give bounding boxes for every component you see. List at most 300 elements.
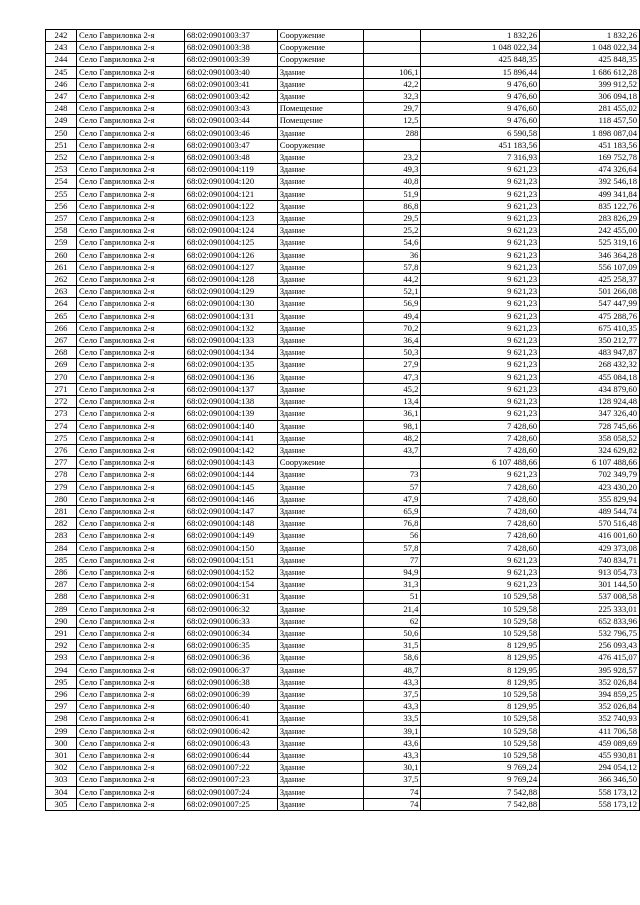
settlement-cell: Село Гавриловка 2-я [76,420,184,432]
cadastral-value-cell: 728 745,66 [540,420,640,432]
object-type-cell: Здание [277,554,363,566]
cadastral-value-cell: 394 859,25 [540,688,640,700]
unit-value-cell: 7 542,88 [421,798,540,810]
cadastral-value-cell: 346 364,28 [540,249,640,261]
cadastral-number-cell: 68:02:0901006:38 [184,676,277,688]
row-number-cell: 291 [46,627,77,639]
cadastral-value-cell: 547 447,99 [540,298,640,310]
area-cell [363,457,421,469]
object-type-cell: Помещение [277,115,363,127]
area-cell: 31,5 [363,640,421,652]
cadastral-number-cell: 68:02:0901004:148 [184,518,277,530]
object-type-cell: Здание [277,444,363,456]
unit-value-cell: 7 428,60 [421,444,540,456]
cadastral-number-cell: 68:02:0901004:120 [184,176,277,188]
cadastral-value-cell: 434 879,60 [540,383,640,395]
cadastral-value-cell: 169 752,78 [540,152,640,164]
table-row [46,164,640,176]
area-cell: 288 [363,127,421,139]
object-type-cell: Помещение [277,103,363,115]
settlement-cell: Село Гавриловка 2-я [76,786,184,798]
table-row [46,481,640,493]
row-number-cell: 305 [46,798,77,810]
unit-value-cell: 10 529,58 [421,688,540,700]
area-cell [363,42,421,54]
cadastral-number-cell: 68:02:0901004:129 [184,286,277,298]
table-row [46,139,640,151]
cadastral-number-cell: 68:02:0901003:38 [184,42,277,54]
cadastral-value-cell: 352 740,93 [540,713,640,725]
object-type-cell: Здание [277,701,363,713]
table-row [46,152,640,164]
object-type-cell: Здание [277,627,363,639]
table-row [46,237,640,249]
object-type-cell: Сооружение [277,139,363,151]
cadastral-value-cell: 347 326,40 [540,408,640,420]
table-row [46,798,640,810]
table-row [46,652,640,664]
cadastral-value-cell: 455 084,18 [540,371,640,383]
settlement-cell: Село Гавриловка 2-я [76,408,184,420]
table-row [46,615,640,627]
area-cell: 98,1 [363,420,421,432]
cadastral-number-cell: 68:02:0901007:22 [184,762,277,774]
table-row [46,786,640,798]
unit-value-cell: 9 476,60 [421,115,540,127]
unit-value-cell: 10 529,58 [421,591,540,603]
row-number-cell: 301 [46,749,77,761]
settlement-cell: Село Гавриловка 2-я [76,286,184,298]
object-type-cell: Здание [277,493,363,505]
table-row [46,78,640,90]
cadastral-number-cell: 68:02:0901004:139 [184,408,277,420]
cadastral-number-cell: 68:02:0901004:135 [184,359,277,371]
settlement-cell: Село Гавриловка 2-я [76,261,184,273]
cadastral-number-cell: 68:02:0901003:40 [184,66,277,78]
object-type-cell: Здание [277,664,363,676]
row-number-cell: 279 [46,481,77,493]
area-cell: 62 [363,615,421,627]
table-row [46,322,640,334]
settlement-cell: Село Гавриловка 2-я [76,115,184,127]
area-cell: 47,9 [363,493,421,505]
cadastral-number-cell: 68:02:0901004:154 [184,579,277,591]
unit-value-cell: 9 621,23 [421,408,540,420]
area-cell: 29,7 [363,103,421,115]
row-number-cell: 252 [46,152,77,164]
table-row [46,42,640,54]
object-type-cell: Здание [277,408,363,420]
cadastral-value-cell: 425 258,37 [540,274,640,286]
cadastral-value-cell: 324 629,82 [540,444,640,456]
area-cell: 76,8 [363,518,421,530]
cadastral-value-cell: 268 432,32 [540,359,640,371]
object-type-cell: Здание [277,176,363,188]
object-type-cell: Здание [277,762,363,774]
settlement-cell: Село Гавриловка 2-я [76,359,184,371]
cadastral-number-cell: 68:02:0901004:121 [184,188,277,200]
row-number-cell: 290 [46,615,77,627]
cadastral-value-cell: 350 212,77 [540,335,640,347]
unit-value-cell: 9 621,23 [421,200,540,212]
cadastral-number-cell: 68:02:0901004:140 [184,420,277,432]
object-type-cell: Здание [277,359,363,371]
settlement-cell: Село Гавриловка 2-я [76,627,184,639]
area-cell: 48,2 [363,432,421,444]
table-row [46,640,640,652]
table-row [46,213,640,225]
area-cell: 39,1 [363,725,421,737]
row-number-cell: 268 [46,347,77,359]
settlement-cell: Село Гавриловка 2-я [76,444,184,456]
settlement-cell: Село Гавриловка 2-я [76,30,184,42]
unit-value-cell: 10 529,58 [421,749,540,761]
row-number-cell: 262 [46,274,77,286]
unit-value-cell: 1 832,26 [421,30,540,42]
cadastral-value-cell: 476 415,07 [540,652,640,664]
area-cell: 50,3 [363,347,421,359]
cadastral-number-cell: 68:02:0901004:128 [184,274,277,286]
cadastral-number-cell: 68:02:0901003:48 [184,152,277,164]
table-row [46,701,640,713]
settlement-cell: Село Гавриловка 2-я [76,652,184,664]
unit-value-cell: 10 529,58 [421,737,540,749]
row-number-cell: 277 [46,457,77,469]
unit-value-cell: 9 621,23 [421,469,540,481]
object-type-cell: Здание [277,164,363,176]
table-row [46,420,640,432]
area-cell: 51,9 [363,188,421,200]
object-type-cell: Сооружение [277,457,363,469]
cadastral-value-cell: 6 107 488,66 [540,457,640,469]
unit-value-cell: 9 621,23 [421,249,540,261]
cadastral-number-cell: 68:02:0901004:125 [184,237,277,249]
area-cell: 43,6 [363,737,421,749]
table-row [46,444,640,456]
settlement-cell: Село Гавриловка 2-я [76,481,184,493]
table-row [46,274,640,286]
table-row [46,115,640,127]
row-number-cell: 260 [46,249,77,261]
row-number-cell: 274 [46,420,77,432]
object-type-cell: Здание [277,261,363,273]
settlement-cell: Село Гавриловка 2-я [76,774,184,786]
unit-value-cell: 9 621,23 [421,298,540,310]
settlement-cell: Село Гавриловка 2-я [76,457,184,469]
cadastral-value-cell: 352 026,84 [540,676,640,688]
cadastral-number-cell: 68:02:0901004:142 [184,444,277,456]
area-cell: 21,4 [363,603,421,615]
area-cell: 86,8 [363,200,421,212]
area-cell: 50,6 [363,627,421,639]
unit-value-cell: 9 621,23 [421,396,540,408]
cadastral-number-cell: 68:02:0901006:41 [184,713,277,725]
table-row [46,383,640,395]
cadastral-value-cell: 558 173,12 [540,798,640,810]
settlement-cell: Село Гавриловка 2-я [76,91,184,103]
area-cell: 43,3 [363,676,421,688]
area-cell: 43,3 [363,701,421,713]
table-row [46,554,640,566]
cadastral-number-cell: 68:02:0901003:43 [184,103,277,115]
cadastral-number-cell: 68:02:0901003:37 [184,30,277,42]
table-row [46,103,640,115]
area-cell: 48,7 [363,664,421,676]
unit-value-cell: 6 590,58 [421,127,540,139]
cadastral-number-cell: 68:02:0901004:136 [184,371,277,383]
object-type-cell: Здание [277,652,363,664]
cadastral-number-cell: 68:02:0901003:42 [184,91,277,103]
row-number-cell: 250 [46,127,77,139]
cadastral-number-cell: 68:02:0901004:138 [184,396,277,408]
cadastral-value-cell: 225 333,01 [540,603,640,615]
unit-value-cell: 9 621,23 [421,286,540,298]
cadastral-number-cell: 68:02:0901004:127 [184,261,277,273]
row-number-cell: 283 [46,530,77,542]
unit-value-cell: 9 621,23 [421,310,540,322]
settlement-cell: Село Гавриловка 2-я [76,42,184,54]
row-number-cell: 298 [46,713,77,725]
cadastral-value-cell: 392 546,18 [540,176,640,188]
object-type-cell: Здание [277,188,363,200]
settlement-cell: Село Гавриловка 2-я [76,603,184,615]
row-number-cell: 288 [46,591,77,603]
area-cell: 65,9 [363,505,421,517]
area-cell: 43,7 [363,444,421,456]
unit-value-cell: 425 848,35 [421,54,540,66]
unit-value-cell: 9 621,23 [421,274,540,286]
area-cell [363,54,421,66]
row-number-cell: 287 [46,579,77,591]
table-row [46,505,640,517]
settlement-cell: Село Гавриловка 2-я [76,127,184,139]
settlement-cell: Село Гавриловка 2-я [76,493,184,505]
cadastral-number-cell: 68:02:0901004:149 [184,530,277,542]
unit-value-cell: 9 621,23 [421,371,540,383]
area-cell: 74 [363,786,421,798]
area-cell: 25,2 [363,225,421,237]
unit-value-cell: 9 769,24 [421,774,540,786]
row-number-cell: 256 [46,200,77,212]
cadastral-value-cell: 455 930,81 [540,749,640,761]
area-cell: 37,5 [363,774,421,786]
row-number-cell: 247 [46,91,77,103]
cadastral-value-cell: 355 829,94 [540,493,640,505]
cadastral-number-cell: 68:02:0901006:32 [184,603,277,615]
cadastral-value-cell: 294 054,12 [540,762,640,774]
settlement-cell: Село Гавриловка 2-я [76,432,184,444]
unit-value-cell: 7 428,60 [421,420,540,432]
settlement-cell: Село Гавриловка 2-я [76,518,184,530]
cadastral-value-cell: 913 054,73 [540,566,640,578]
row-number-cell: 294 [46,664,77,676]
cadastral-number-cell: 68:02:0901004:141 [184,432,277,444]
settlement-cell: Село Гавриловка 2-я [76,310,184,322]
area-cell: 56 [363,530,421,542]
cadastral-number-cell: 68:02:0901004:146 [184,493,277,505]
object-type-cell: Здание [277,579,363,591]
unit-value-cell: 9 621,23 [421,176,540,188]
cadastral-number-cell: 68:02:0901007:24 [184,786,277,798]
row-number-cell: 275 [46,432,77,444]
area-cell: 40,8 [363,176,421,188]
table-row [46,127,640,139]
unit-value-cell: 7 428,60 [421,493,540,505]
cadastral-number-cell: 68:02:0901006:35 [184,640,277,652]
area-cell: 54,6 [363,237,421,249]
cadastral-value-cell: 242 455,00 [540,225,640,237]
unit-value-cell: 7 428,60 [421,505,540,517]
object-type-cell: Здание [277,469,363,481]
unit-value-cell: 7 428,60 [421,481,540,493]
row-number-cell: 293 [46,652,77,664]
object-type-cell: Здание [277,725,363,737]
unit-value-cell: 9 621,23 [421,261,540,273]
table-row [46,774,640,786]
unit-value-cell: 8 129,95 [421,676,540,688]
object-type-cell: Здание [277,518,363,530]
table-row [46,542,640,554]
cadastral-value-cell: 525 319,16 [540,237,640,249]
cadastral-number-cell: 68:02:0901004:123 [184,213,277,225]
cadastral-number-cell: 68:02:0901006:33 [184,615,277,627]
area-cell: 57,8 [363,542,421,554]
unit-value-cell: 9 476,60 [421,103,540,115]
row-number-cell: 304 [46,786,77,798]
cadastral-value-cell: 366 346,50 [540,774,640,786]
row-number-cell: 280 [46,493,77,505]
cadastral-value-cell: 399 912,52 [540,78,640,90]
object-type-cell: Здание [277,152,363,164]
cadastral-number-cell: 68:02:0901006:34 [184,627,277,639]
object-type-cell: Здание [277,713,363,725]
settlement-cell: Село Гавриловка 2-я [76,640,184,652]
unit-value-cell: 9 621,23 [421,225,540,237]
row-number-cell: 263 [46,286,77,298]
table-row [46,676,640,688]
area-cell: 106,1 [363,66,421,78]
row-number-cell: 261 [46,261,77,273]
unit-value-cell: 9 621,23 [421,237,540,249]
object-type-cell: Здание [277,225,363,237]
cadastral-number-cell: 68:02:0901004:122 [184,200,277,212]
row-number-cell: 297 [46,701,77,713]
table-row [46,469,640,481]
object-type-cell: Здание [277,213,363,225]
object-type-cell: Здание [277,396,363,408]
area-cell: 12,5 [363,115,421,127]
cadastral-number-cell: 68:02:0901004:130 [184,298,277,310]
settlement-cell: Село Гавриловка 2-я [76,335,184,347]
cadastral-number-cell: 68:02:0901006:40 [184,701,277,713]
settlement-cell: Село Гавриловка 2-я [76,676,184,688]
settlement-cell: Село Гавриловка 2-я [76,176,184,188]
table-row [46,371,640,383]
object-type-cell: Здание [277,542,363,554]
table-row [46,579,640,591]
cadastral-number-cell: 68:02:0901004:119 [184,164,277,176]
row-number-cell: 244 [46,54,77,66]
unit-value-cell: 6 107 488,66 [421,457,540,469]
row-number-cell: 273 [46,408,77,420]
row-number-cell: 249 [46,115,77,127]
cadastral-value-cell: 570 516,48 [540,518,640,530]
area-cell: 94,9 [363,566,421,578]
cadastral-value-cell: 256 093,43 [540,640,640,652]
cadastral-value-cell: 475 288,76 [540,310,640,322]
object-type-cell: Здание [277,688,363,700]
row-number-cell: 285 [46,554,77,566]
cadastral-number-cell: 68:02:0901004:145 [184,481,277,493]
object-type-cell: Здание [277,591,363,603]
object-type-cell: Здание [277,615,363,627]
object-type-cell: Здание [277,420,363,432]
row-number-cell: 271 [46,383,77,395]
settlement-cell: Село Гавриловка 2-я [76,152,184,164]
cadastral-value-cell: 425 848,35 [540,54,640,66]
cadastral-value-table [45,29,640,811]
cadastral-number-cell: 68:02:0901004:126 [184,249,277,261]
cadastral-number-cell: 68:02:0901003:46 [184,127,277,139]
unit-value-cell: 10 529,58 [421,713,540,725]
cadastral-value-cell: 537 008,58 [540,591,640,603]
settlement-cell: Село Гавриловка 2-я [76,554,184,566]
unit-value-cell: 9 769,24 [421,762,540,774]
cadastral-number-cell: 68:02:0901004:124 [184,225,277,237]
cadastral-value-cell: 118 457,50 [540,115,640,127]
cadastral-value-cell: 1 686 612,28 [540,66,640,78]
area-cell: 36 [363,249,421,261]
area-cell [363,30,421,42]
cadastral-number-cell: 68:02:0901004:137 [184,383,277,395]
table-row [46,737,640,749]
object-type-cell: Здание [277,383,363,395]
cadastral-number-cell: 68:02:0901007:25 [184,798,277,810]
row-number-cell: 243 [46,42,77,54]
row-number-cell: 265 [46,310,77,322]
row-number-cell: 264 [46,298,77,310]
settlement-cell: Село Гавриловка 2-я [76,249,184,261]
cadastral-value-cell: 532 796,75 [540,627,640,639]
table-row [46,530,640,542]
row-number-cell: 286 [46,566,77,578]
settlement-cell: Село Гавриловка 2-я [76,371,184,383]
cadastral-value-cell: 301 144,50 [540,579,640,591]
area-cell: 37,5 [363,688,421,700]
cadastral-number-cell: 68:02:0901003:41 [184,78,277,90]
row-number-cell: 254 [46,176,77,188]
cadastral-value-cell: 483 947,87 [540,347,640,359]
settlement-cell: Село Гавриловка 2-я [76,164,184,176]
unit-value-cell: 10 529,58 [421,627,540,639]
settlement-cell: Село Гавриловка 2-я [76,225,184,237]
unit-value-cell: 9 621,23 [421,322,540,334]
object-type-cell: Здание [277,566,363,578]
settlement-cell: Село Гавриловка 2-я [76,139,184,151]
table-row [46,188,640,200]
area-cell: 57 [363,481,421,493]
settlement-cell: Село Гавриловка 2-я [76,749,184,761]
area-cell: 13,4 [363,396,421,408]
object-type-cell: Здание [277,640,363,652]
area-cell: 56,9 [363,298,421,310]
object-type-cell: Здание [277,322,363,334]
settlement-cell: Село Гавриловка 2-я [76,701,184,713]
table-row [46,762,640,774]
table-row [46,566,640,578]
object-type-cell: Здание [277,78,363,90]
cadastral-number-cell: 68:02:0901004:134 [184,347,277,359]
